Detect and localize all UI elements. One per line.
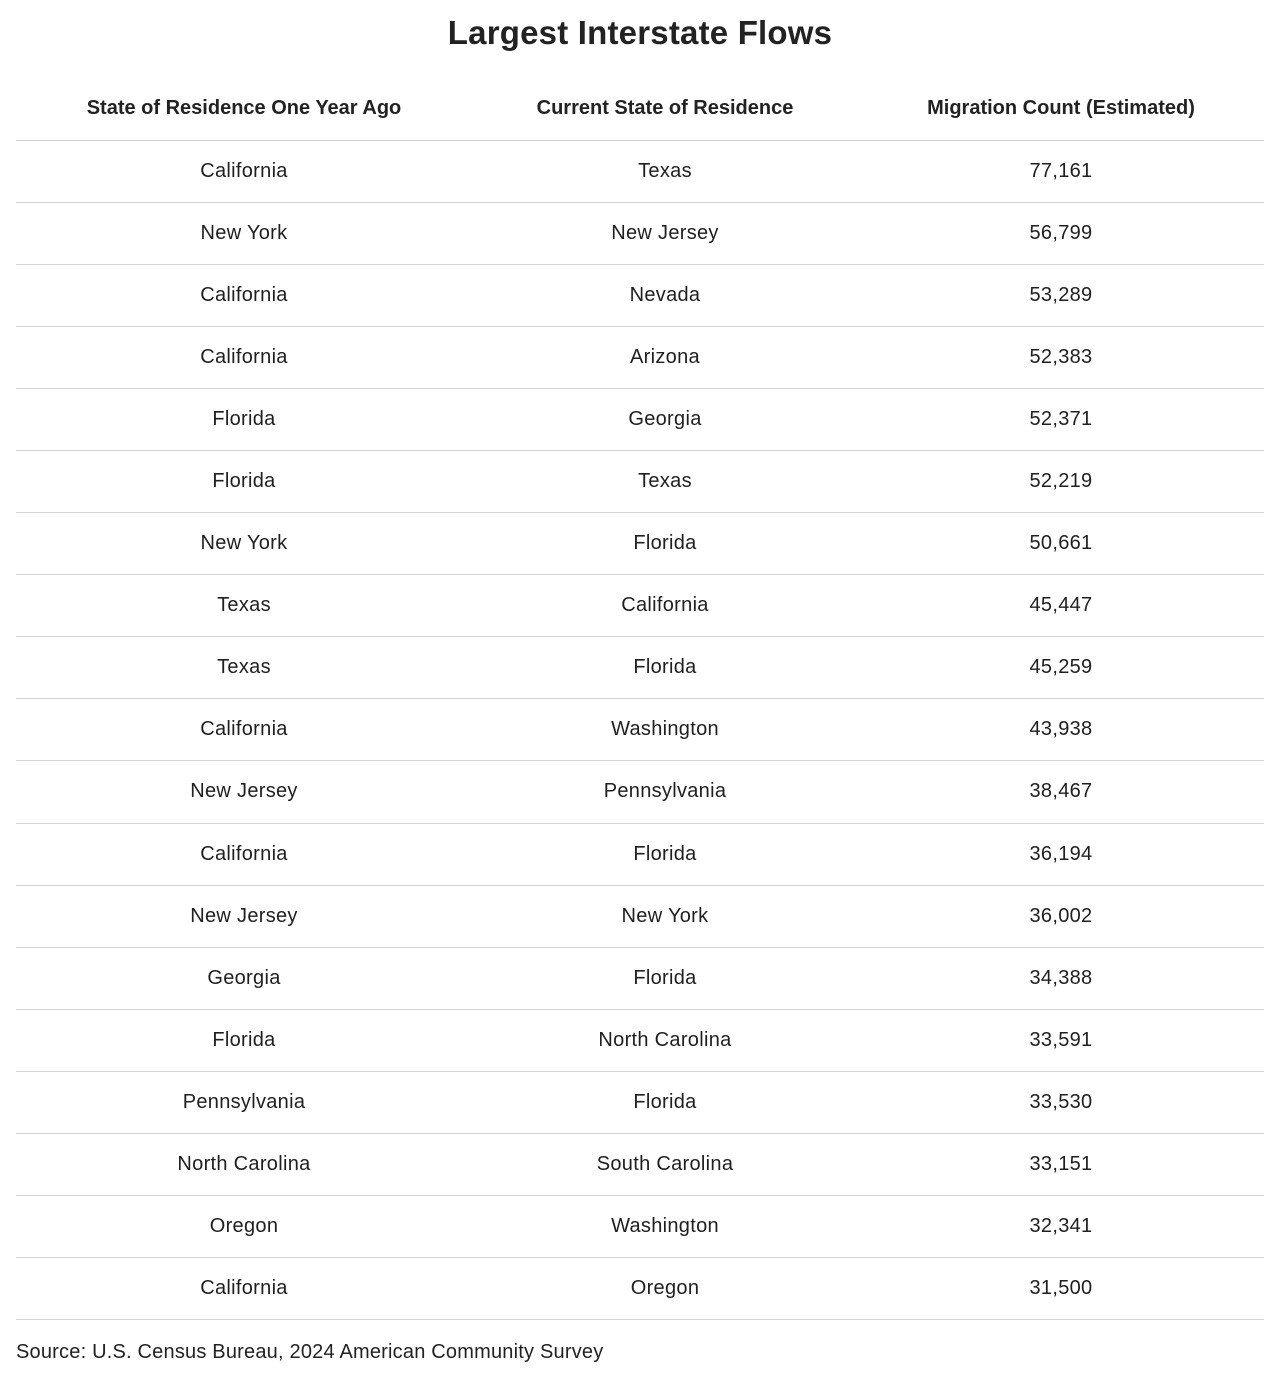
- migration-count-cell: 34,388: [858, 947, 1264, 1009]
- migration-count-cell: 45,447: [858, 575, 1264, 637]
- current-state-cell: Florida: [472, 637, 858, 699]
- table-row: [16, 575, 1264, 637]
- table-row: [16, 885, 1264, 947]
- table-row: [16, 823, 1264, 885]
- current-state-cell: New York: [472, 885, 858, 947]
- migration-count-cell: 31,500: [858, 1258, 1264, 1320]
- migration-count-cell: 53,289: [858, 264, 1264, 326]
- origin-state-cell: New Jersey: [16, 885, 472, 947]
- table-row: [16, 699, 1264, 761]
- table-row: [16, 202, 1264, 264]
- table-header: [16, 78, 1264, 140]
- origin-state-cell: Florida: [16, 1009, 472, 1071]
- origin-state-cell: California: [16, 823, 472, 885]
- table-row: [16, 1196, 1264, 1258]
- migration-count-cell: 36,002: [858, 885, 1264, 947]
- origin-state-cell: Florida: [16, 450, 472, 512]
- origin-state-cell: North Carolina: [16, 1134, 472, 1196]
- column-header-origin-state: State of Residence One Year Ago: [16, 78, 472, 140]
- migration-count-cell: 52,219: [858, 450, 1264, 512]
- migration-count-cell: 36,194: [858, 823, 1264, 885]
- current-state-cell: Pennsylvania: [472, 761, 858, 823]
- current-state-cell: Florida: [472, 947, 858, 1009]
- migration-count-cell: 52,383: [858, 326, 1264, 388]
- origin-state-cell: Texas: [16, 637, 472, 699]
- migration-table-container: [16, 78, 1264, 1320]
- origin-state-cell: New Jersey: [16, 761, 472, 823]
- migration-table: [16, 78, 1264, 1320]
- table-row: [16, 1071, 1264, 1133]
- origin-state-cell: Georgia: [16, 947, 472, 1009]
- table-row: [16, 140, 1264, 202]
- current-state-cell: Nevada: [472, 264, 858, 326]
- migration-count-cell: 45,259: [858, 637, 1264, 699]
- origin-state-cell: New York: [16, 513, 472, 575]
- migration-count-cell: 56,799: [858, 202, 1264, 264]
- current-state-cell: Texas: [472, 140, 858, 202]
- current-state-cell: Florida: [472, 1071, 858, 1133]
- migration-count-cell: 43,938: [858, 699, 1264, 761]
- origin-state-cell: Florida: [16, 388, 472, 450]
- origin-state-cell: California: [16, 326, 472, 388]
- migration-count-cell: 77,161: [858, 140, 1264, 202]
- current-state-cell: Florida: [472, 823, 858, 885]
- origin-state-cell: California: [16, 264, 472, 326]
- table-row: [16, 1258, 1264, 1320]
- current-state-cell: Florida: [472, 513, 858, 575]
- current-state-cell: Arizona: [472, 326, 858, 388]
- current-state-cell: Oregon: [472, 1258, 858, 1320]
- header-row: [16, 78, 1264, 140]
- current-state-cell: Georgia: [472, 388, 858, 450]
- origin-state-cell: Oregon: [16, 1196, 472, 1258]
- current-state-cell: Washington: [472, 1196, 858, 1258]
- migration-count-cell: 33,591: [858, 1009, 1264, 1071]
- current-state-cell: California: [472, 575, 858, 637]
- current-state-cell: North Carolina: [472, 1009, 858, 1071]
- migration-count-cell: 50,661: [858, 513, 1264, 575]
- table-row: [16, 326, 1264, 388]
- table-row: [16, 513, 1264, 575]
- origin-state-cell: New York: [16, 202, 472, 264]
- migration-count-cell: 38,467: [858, 761, 1264, 823]
- origin-state-cell: California: [16, 140, 472, 202]
- migration-count-cell: 33,151: [858, 1134, 1264, 1196]
- column-header-migration-count: Migration Count (Estimated): [858, 78, 1264, 140]
- table-row: [16, 264, 1264, 326]
- page-title: Largest Interstate Flows: [447, 14, 833, 51]
- table-row: [16, 1134, 1264, 1196]
- table-row: [16, 450, 1264, 512]
- current-state-cell: New Jersey: [472, 202, 858, 264]
- current-state-cell: South Carolina: [472, 1134, 858, 1196]
- source-note: Source: U.S. Census Bureau, 2024 American Community Survey: [16, 1341, 604, 1363]
- migration-count-cell: 32,341: [858, 1196, 1264, 1258]
- migration-count-cell: 52,371: [858, 388, 1264, 450]
- table-row: [16, 761, 1264, 823]
- table-row: [16, 388, 1264, 450]
- table-row: [16, 1009, 1264, 1071]
- origin-state-cell: Texas: [16, 575, 472, 637]
- table-row: [16, 637, 1264, 699]
- current-state-cell: Washington: [472, 699, 858, 761]
- current-state-cell: Texas: [472, 450, 858, 512]
- origin-state-cell: Pennsylvania: [16, 1071, 472, 1133]
- table-row: [16, 947, 1264, 1009]
- column-header-current-state: Current State of Residence: [472, 78, 858, 140]
- origin-state-cell: California: [16, 1258, 472, 1320]
- migration-count-cell: 33,530: [858, 1071, 1264, 1133]
- origin-state-cell: California: [16, 699, 472, 761]
- table-body: [16, 140, 1264, 1320]
